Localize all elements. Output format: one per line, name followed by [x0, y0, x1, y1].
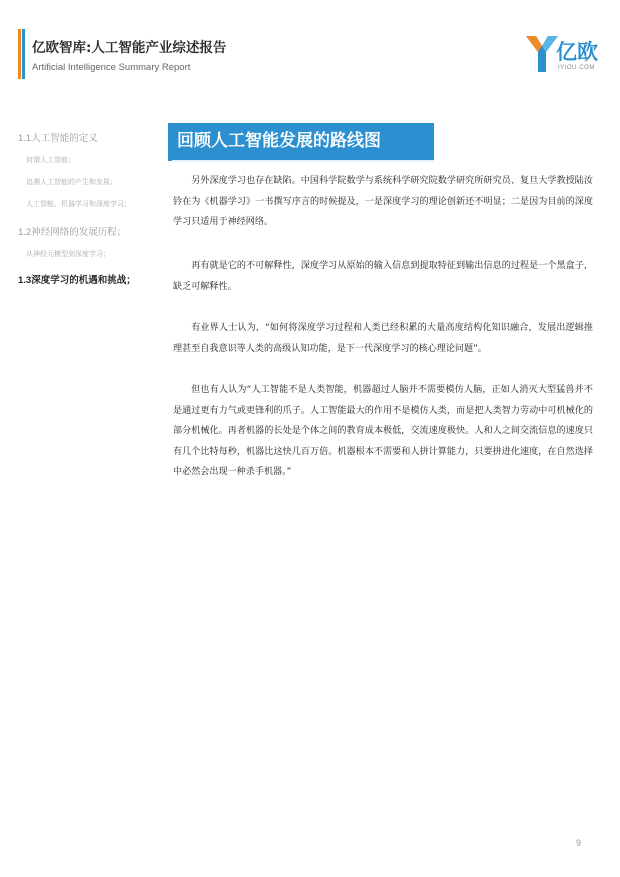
header-accent-bar-blue [22, 29, 25, 79]
body-paragraph-2: 再有就是它的不可解释性，深度学习从原始的输入信息到提取特征到输出信息的过程是一个黑盒子，缺乏可解释性。 [173, 261, 593, 292]
toc-subitem-neuron-to-dl[interactable]: 从神经元模型到深度学习； [26, 251, 110, 258]
section-heading-underline [172, 160, 434, 162]
toc-item-1-2[interactable]: 1.2神经网络的发展历程； [18, 227, 127, 238]
header-accent-bar-orange [18, 29, 21, 79]
body-paragraph-4: 但也有人认为“人工智能不是人类智能，机器超过人脑并不需要模仿人脑，正如人消灭大型猛兽并不是通过更有力气或更锋利的爪子。人工智能最大的作用不是模仿人类，而是把人类智力劳动中可机械化的部分机械化。再者机器的长处是个体之间的教育成本极低，交流速度极快。人和人之间交流信息的速度只有几个比特每秒，机器比这快几百万倍。机器根本不需要和人拼计算能力，只要拼进化速度，在自然选择中必然会出现一种杀手机器。” [173, 385, 593, 477]
toc-item-1-1[interactable]: 1.1人工智能的定义 [18, 133, 98, 144]
logo-url: IYIOU·COM [558, 65, 595, 71]
body-paragraph-1: 另外深度学习也存在缺陷。中国科学院数学与系统科学研究院数学研究所研究员、复旦大学教授陆汝钤在为《机器学习》一书撰写序言的时候提及，一是深度学习的理论创新还不明显；二是因为目前的深度学习只适用于神经网络。 [173, 176, 593, 227]
page-number: 9 [576, 838, 582, 848]
toc-subitem-history[interactable]: 追溯人工智能的产生和发展； [26, 179, 117, 186]
body-paragraph-3: 有业界人士认为，“如何将深度学习过程和人类已经积累的大量高度结构化知识融合，发展出逻辑推理甚至自我意识等人类的高级认知功能，是下一代深度学习的核心理论问题”。 [173, 323, 593, 354]
report-subtitle: Artificial Intelligence Summary Report [32, 62, 191, 73]
logo-wordmark: 亿欧 [556, 40, 598, 64]
report-title: 亿欧智库:人工智能产业综述报告 [32, 40, 227, 56]
toc-subitem-ai-ml-dl[interactable]: 人工智能、机器学习和深度学习； [26, 201, 131, 208]
toc-item-1-3-active[interactable]: 1.3深度学习的机遇和挑战； [18, 275, 136, 286]
toc-subitem-what-is-ai[interactable]: 何谓人工智能； [26, 157, 75, 164]
section-heading: 回顾人工智能发展的路线图 [168, 123, 434, 159]
